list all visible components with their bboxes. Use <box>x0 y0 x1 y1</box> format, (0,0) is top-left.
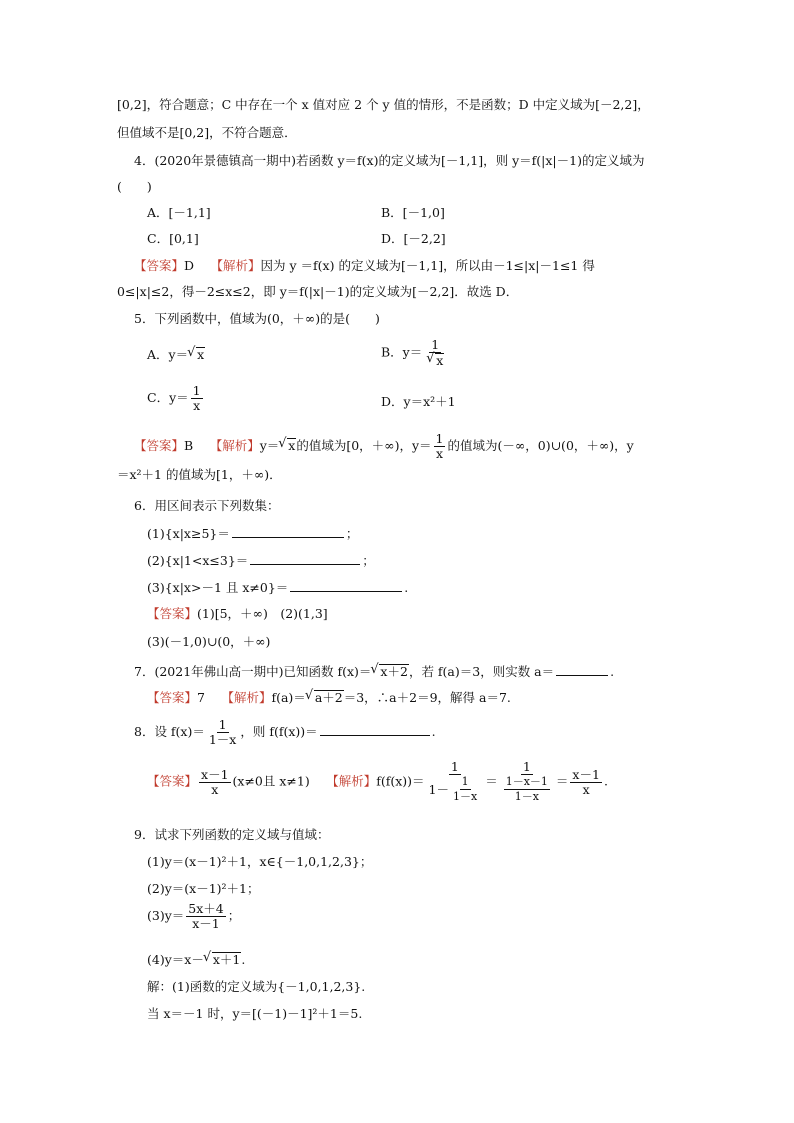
numerator: x－1 <box>201 766 229 782</box>
question-6-3 <box>147 578 408 597</box>
fraction <box>207 718 239 747</box>
question-4-paren: ( ) <box>117 179 152 194</box>
denominator: 1－x <box>514 790 539 803</box>
explanation-tag: 【解析】 <box>209 438 260 453</box>
option-d: D．[－2,2] <box>381 231 446 246</box>
explanation-text: f(f(x))＝ <box>376 773 425 789</box>
answer-6 <box>147 605 328 623</box>
sqrt-expression <box>287 438 296 452</box>
question-text: 8．设 f(x)＝ <box>134 724 205 739</box>
punctuation: ； <box>227 908 241 923</box>
question-9: 9．试求下列函数的定义域与值域： <box>134 827 330 842</box>
nested-fraction <box>451 775 479 804</box>
punctuation: . <box>404 580 409 595</box>
fraction <box>424 338 446 368</box>
question-4: 4．(2020年景德镇高一期中)若函数 y＝f(x)的定义域为[－1,1]，则 y＝f(|x|－1)的定义域为 <box>134 153 645 168</box>
answer-condition: (x≠0且 x≠1) <box>232 773 310 789</box>
fraction <box>570 768 602 797</box>
answer-letter: D <box>184 258 195 273</box>
answer-blank <box>320 722 430 736</box>
function-label: (3)y＝ <box>147 908 185 923</box>
radicand: x <box>436 353 444 368</box>
explanation-tag: 【解析】 <box>326 773 377 789</box>
option-d: D．y＝x²＋1 <box>381 394 456 409</box>
explanation-line: 0≤|x|≤2，得－2≤x≤2，即 y＝f(|x|－1)的定义域为[－2,2]．故选 D． <box>117 284 519 299</box>
text-line: [0,2]，符合题意；C 中存在一个 x 值对应 2 个 y 值的情形，不是函数；D 中定义域为[－2,2]， <box>117 97 650 112</box>
option-a <box>147 346 205 364</box>
option-b <box>381 338 448 368</box>
sqrt-expression <box>379 664 409 678</box>
answer-7 <box>147 689 511 707</box>
numerator: 1 <box>450 759 459 774</box>
fraction <box>434 432 446 461</box>
denominator <box>427 775 484 804</box>
question-6-1 <box>147 524 358 543</box>
radicand: a＋2 <box>314 690 343 705</box>
text-line: 但值域不是[0,2]，不符合题意． <box>117 125 297 140</box>
punctuation: ； <box>345 526 359 541</box>
explanation-text: y＝ <box>259 438 280 453</box>
question-text: ，若 f(a)＝3，则实数 a＝ <box>408 664 555 679</box>
option-c <box>147 384 205 413</box>
option-c: C．[0,1] <box>147 231 199 246</box>
denominator: x－1 <box>192 916 220 931</box>
numerator: 5x＋4 <box>188 901 224 916</box>
question-6: 6．用区间表示下列数集： <box>134 498 280 513</box>
denominator: x <box>193 398 201 413</box>
denominator <box>424 353 446 368</box>
solution-line: 解：(1)函数的定义域为{－1,0,1,2,3}. <box>147 979 366 994</box>
option-b: B．[－1,0] <box>381 205 445 220</box>
denominator: x <box>211 781 219 797</box>
radicand: x <box>197 347 205 362</box>
numerator: 1 <box>431 337 440 352</box>
function-label: (4)y＝x－ <box>147 952 204 967</box>
answer-letter: B <box>184 438 194 453</box>
numerator: 1 <box>461 775 469 788</box>
explanation-text: 因为 y ＝f(x) 的定义域为[－1,1]，所以由－1≤|x|－1≤1 得 <box>260 258 595 273</box>
denominator <box>500 775 554 804</box>
answer-blank <box>250 551 360 565</box>
question-8 <box>134 718 436 747</box>
fraction <box>500 760 554 804</box>
numerator: 1 <box>218 717 227 732</box>
punctuation: ； <box>362 553 375 568</box>
question-text: ，则 f(f(x))＝ <box>240 724 318 739</box>
answer-6-line: (3)(－1,0)∪(0，＋∞) <box>147 634 271 649</box>
fraction <box>199 768 231 797</box>
fraction <box>191 384 203 413</box>
numerator: 1 <box>522 759 531 774</box>
question-9-1: (1)y＝(x－1)²＋1，x∈{－1,0,1,2,3}； <box>147 854 373 869</box>
explanation-tag: 【解析】 <box>210 258 261 273</box>
answer-tag: 【答案】 <box>147 773 198 789</box>
explanation-text: 的值域为(－∞，0)∪(0，＋∞)，y <box>447 438 634 453</box>
question-9-3 <box>147 902 240 931</box>
denominator: x <box>435 446 444 461</box>
option-label: A．y＝ <box>147 347 189 362</box>
option-label: C．y＝ <box>147 390 189 405</box>
answer-5 <box>134 432 634 461</box>
answer-tag: 【答案】 <box>134 258 185 273</box>
nested-fraction <box>504 775 550 804</box>
radicand: x <box>288 438 296 453</box>
numerator: x－1 <box>572 766 600 782</box>
denominator-term: 1－ <box>428 781 449 797</box>
question-9-2: (2)y＝(x－1)²＋1； <box>147 881 260 896</box>
sqrt-expression <box>212 952 242 966</box>
answer-tag: 【答案】 <box>147 690 198 705</box>
numerator: 1 <box>435 431 444 446</box>
answer-blank <box>232 524 344 538</box>
answer-4 <box>134 257 595 275</box>
answer-value: 7 <box>197 690 205 705</box>
punctuation: . <box>241 952 246 967</box>
radicand: x＋1 <box>212 952 241 967</box>
answer-blank <box>290 578 402 592</box>
set-expression: (3){x|x>－1 且 x≠0}＝ <box>147 580 289 595</box>
set-expression: (1){x|x≥5}＝ <box>147 526 230 541</box>
denominator: 1－x <box>208 732 237 747</box>
numerator: 1 <box>192 383 201 398</box>
explanation-text: f(a)＝ <box>271 690 306 705</box>
question-7 <box>134 662 614 681</box>
explanation-tag: 【解析】 <box>221 690 272 705</box>
answer-8: 【答案】 $\frac{x-1}{x}$ (x≠0且 x≠1) 【解析】f(f(x))＝ 1 1－ $\frac{1}{1-x}$ ＝ $\frac{1}{\frac{1-x-1}{1-x}}$ ＝ $\frac{x-1}{x}$ . <box>147 759 608 803</box>
punctuation: . <box>603 773 608 789</box>
fraction <box>186 902 225 931</box>
explanation-text: ＝3，∴a＋2＝9，解得 a＝7. <box>343 690 511 705</box>
radicand: x＋2 <box>380 664 408 679</box>
question-5: 5．下列函数中，值域为(0，＋∞)的是( ) <box>134 311 380 326</box>
question-text: 7．(2021年佛山高一期中)已知函数 f(x)＝ <box>134 664 372 679</box>
answer-tag: 【答案】 <box>147 606 198 621</box>
punctuation: . <box>431 724 436 739</box>
solution-line: 当 x＝－1 时，y＝[(－1)－1]²＋1＝5. <box>147 1006 363 1021</box>
punctuation: . <box>610 664 615 679</box>
option-label: B．y＝ <box>381 344 423 360</box>
numerator: 1－x－1 <box>505 775 548 788</box>
explanation-text: 的值域为[0，＋∞)，y＝ <box>296 438 432 453</box>
fraction <box>427 760 484 804</box>
sqrt-expression <box>196 347 205 361</box>
sqrt-expression <box>435 353 444 367</box>
answer-tag: 【答案】 <box>134 438 185 453</box>
set-expression: (2){x|1<x≤3}＝ <box>147 553 249 568</box>
question-9-4 <box>147 951 245 969</box>
question-6-2 <box>147 551 375 570</box>
denominator: 1－x <box>452 790 478 803</box>
denominator: x <box>582 781 590 797</box>
answer-blank <box>556 662 608 676</box>
sqrt-expression <box>314 690 344 704</box>
answer-text: (1)[5，＋∞) (2)(1,3] <box>197 606 328 621</box>
explanation-line: ＝x²＋1 的值域为[1，＋∞)． <box>117 467 282 482</box>
option-a: A．[－1,1] <box>147 205 211 220</box>
